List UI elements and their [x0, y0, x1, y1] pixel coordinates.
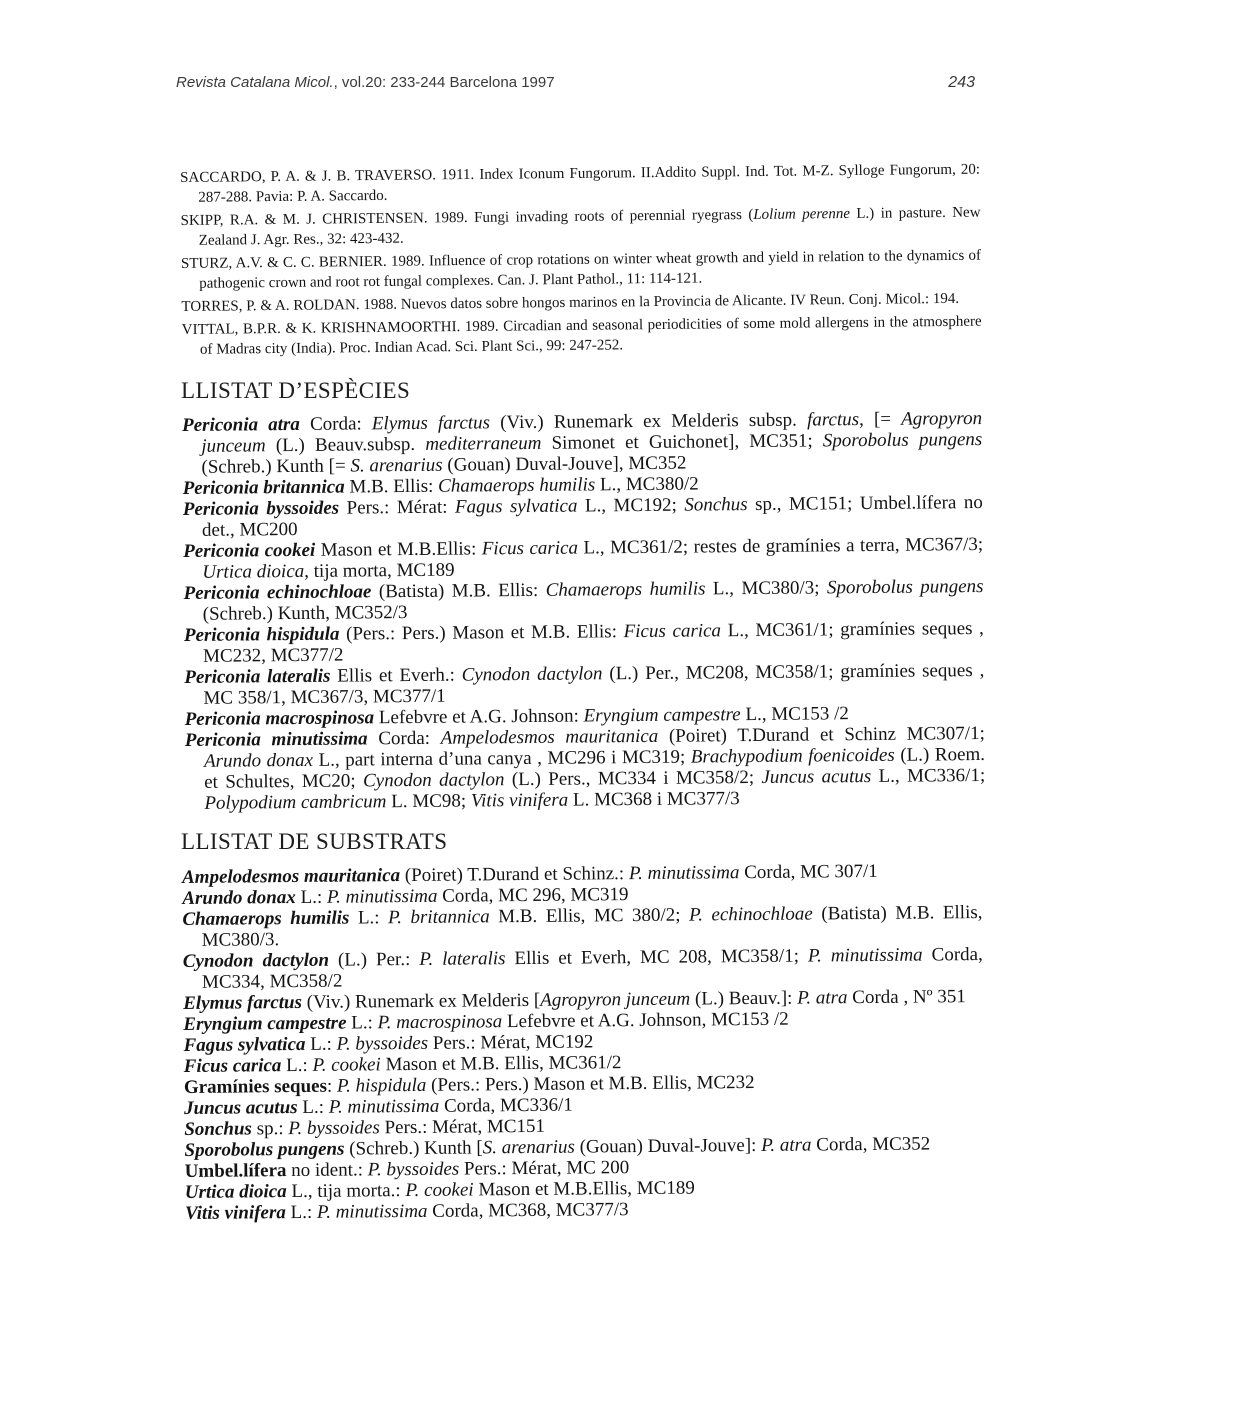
species-entry — [185, 723, 986, 814]
entry-text: sp., MC151; Umbel.lífera no det., MC200 — [201, 492, 983, 541]
italic-name: Sporobolus pungens — [822, 429, 983, 452]
taxon-name: Periconia cookei — [183, 539, 316, 562]
species-list — [182, 408, 985, 814]
entry-text: Corda , Nº 351 — [847, 986, 966, 1009]
running-header — [176, 74, 981, 91]
reference-list — [180, 160, 982, 363]
entry-text: L., tija morta.: — [286, 1180, 406, 1203]
substrate-entry — [182, 902, 982, 951]
italic-name: P. atra — [797, 987, 848, 1009]
italic-name: P. cookei — [405, 1179, 474, 1202]
substrate-name: Umbel.lífera — [184, 1160, 287, 1182]
italic-name: Polypodium cambricum — [204, 791, 387, 814]
entry-text: L., MC153 /2 — [740, 703, 849, 726]
entry-text: (Viv.) Runemark ex Melderis [ — [301, 989, 541, 1013]
italic-name: Arundo donax — [203, 749, 314, 772]
substrate-entry — [183, 944, 983, 993]
entry-text: Corda, MC 296, MC319 — [437, 884, 629, 907]
taxon-name: Periconia echinochloae — [183, 581, 372, 604]
section-title-substrates: LLISTAT DE SUBSTRATS — [181, 829, 448, 854]
substrates-list — [182, 860, 985, 1224]
italic-name: Fagus sylvatica — [454, 495, 578, 518]
italic-name: P. lateralis — [419, 948, 506, 970]
species-entry — [183, 492, 983, 541]
reference-item: VITTAL, B.P.R. & K. KRISHNAMOORTHI. 1989. Circadian and seasonal periodicities of some mold allergens in the atmosphere of Madras city (India). Proc. Indian Acad. Sci. Plant Sci., 99: 247-252. — [181, 313, 982, 358]
entry-text: Corda: — [299, 413, 372, 435]
entry-text: Corda, MC334, MC358/2 — [201, 944, 983, 993]
italic-name: Eryngium campestre — [583, 704, 741, 727]
entry-text: (L.) Beauv.subsp. — [265, 433, 426, 457]
taxon-name: Periconia byssoides — [182, 497, 340, 520]
italic-name: farctus — [806, 409, 860, 431]
species-entry — [183, 534, 983, 583]
entry-text: L.: — [297, 1096, 329, 1118]
italic-name: Agropyron junceum — [201, 408, 983, 457]
entry-text: (Pers.: Pers.) Mason et M.B. Ellis, MC232 — [426, 1072, 755, 1096]
entry-text: (L.) Roem. et Schultes, MC20; — [204, 744, 986, 793]
section-title-species: LLISTAT D’ESPÈCIES — [181, 378, 411, 403]
entry-text: M.B. Ellis, MC 380/2; — [489, 904, 690, 928]
entry-text: (Batista) M.B. Ellis, MC380/3. — [201, 902, 983, 951]
journal-name: Revista Catalana Micol. — [176, 74, 334, 91]
italic-name: Chamaerops humilis — [545, 578, 706, 601]
italic-name: P. minutissima — [628, 862, 740, 885]
entry-text: L.: — [349, 907, 389, 929]
reference-item: SACCARDO, P. A. & J. B. TRAVERSO. 1911. Index Iconum Fungorum. II.Addito Suppl. Ind. Tot. M-Z. Sylloge Fungorum, 20: 287-288. Pavia: P. A. Saccardo. — [180, 161, 981, 206]
reference-item: SKIPP, R.A. & M. J. CHRISTENSEN. 1989. Fungi invading roots of perennial ryegrass (Lolium perenne L.) in pasture. New Zealand J. Agr. Res., 32: 423-432. — [180, 204, 981, 249]
entry-text: L. MC98; — [386, 790, 471, 813]
entry-text: Pers.: Mérat: — [339, 496, 456, 519]
taxon-name: Periconia lateralis — [184, 665, 331, 688]
entry-text: Corda, MC368, MC377/3 — [427, 1199, 629, 1222]
italic-name: P. atra — [761, 1134, 812, 1156]
journal-citation: , vol.20: 233-244 Barcelona 1997 — [333, 74, 555, 91]
entry-text: (Poiret) T.Durand et Schinz MC307/1; — [658, 723, 985, 747]
entry-text: (Schreb.) Kunth [= — [201, 455, 351, 478]
taxon-name: Sonchus — [184, 1118, 252, 1140]
entry-text: (Schreb.) Kunth, MC352/3 — [202, 602, 408, 625]
taxon-name: Elymus farctus — [183, 991, 303, 1014]
entry-text: L., MC336/1; — [871, 765, 986, 787]
taxon-name: Urtica dioica — [184, 1181, 287, 1203]
reference-item: STURZ, A.V. & C. C. BERNIER. 1989. Influence of crop rotations on winter wheat growth and yield in relation to the dynamics of pathogenic crown and root rot fungal complexes. Can. J. Plant Pathol., 11: 114-121. — [180, 247, 982, 292]
taxon-name: Eryngium campestre — [183, 1012, 347, 1035]
italic-name: Chamaerops humilis — [438, 474, 596, 497]
taxon-name: Periconia atra — [182, 413, 300, 436]
italic-name: P. macrospinosa — [377, 1011, 503, 1034]
entry-text: (Gouan) Duval-Jouve], MC352 — [442, 452, 687, 476]
entry-text: (Pers.: Pers.) Mason et M.B. Ellis: — [339, 621, 624, 645]
italic-name: S. arenarius — [350, 454, 443, 477]
entry-text: no ident.: — [286, 1159, 368, 1182]
taxon-name: Fagus sylvatica — [183, 1033, 306, 1056]
taxon-name: Ampelodesmos mauritanica — [182, 865, 401, 888]
entry-text: L., MC380/3; — [705, 577, 828, 600]
species-entry — [182, 408, 983, 478]
italic-name: P. byssoides — [336, 1032, 429, 1055]
taxon-name: Juncus acutus — [184, 1097, 298, 1119]
species-entry — [183, 576, 983, 625]
entry-text: L., MC380/2 — [595, 473, 699, 496]
italic-name: P. hispidula — [336, 1074, 427, 1097]
entry-text: Corda, MC336/1 — [439, 1094, 573, 1117]
entry-text: Pers.: Mérat, MC151 — [379, 1115, 546, 1139]
italic-name: P. britannica — [387, 906, 490, 929]
substrate-name: Gramínies seques — [183, 1075, 328, 1098]
taxon-name: Chamaerops humilis — [182, 907, 350, 930]
italic-name: P. byssoides — [367, 1158, 460, 1181]
italic-name: P. minutissima — [326, 885, 438, 908]
italic-name: P. minutissima — [807, 944, 923, 967]
italic-name: P. byssoides — [288, 1117, 380, 1140]
entry-text: : — [326, 1075, 338, 1097]
entry-text: (Poiret) T.Durand et Schinz.: — [399, 863, 629, 887]
entry-text: (Batista) M.B. Ellis: — [371, 579, 546, 603]
italic-name: Cynodon dactylon — [461, 663, 603, 686]
taxon-name: Ficus carica — [183, 1055, 282, 1077]
italic-name: Urtica dioica — [202, 560, 305, 583]
italic-name: Agropyron junceum — [540, 988, 691, 1011]
entry-text: Corda, MC352 — [811, 1133, 931, 1156]
taxon-name: Periconia hispidula — [183, 623, 340, 646]
italic-name: Brachypodium foenicoides — [690, 744, 895, 768]
italic-name: P. minutissima — [328, 1095, 440, 1118]
italic-name: Cynodon dactylon — [362, 769, 505, 792]
entry-text: (L.) Per.: — [328, 948, 420, 971]
entry-text: (Viv.) Runemark ex Melderis subsp. — [489, 409, 808, 434]
entry-text: Pers.: Mérat, MC 200 — [459, 1157, 630, 1180]
italic-name: S. arenarius — [482, 1136, 575, 1159]
entry-text: Pers.: Mérat, MC192 — [428, 1031, 594, 1054]
entry-text: (Schreb.) Kunth [ — [344, 1137, 483, 1160]
entry-text: Lefebvre et A.G. Johnson, MC153 /2 — [502, 1008, 789, 1033]
entry-text: L.: — [295, 886, 328, 909]
entry-text: Ellis et Everh, MC 208, MC358/1; — [505, 945, 809, 970]
entry-text: L., part interna d’una canya , MC296 i MC319; — [312, 746, 691, 771]
entry-text: L. MC368 i MC377/3 — [568, 788, 740, 811]
italic-name: P. echinochloae — [688, 903, 813, 926]
italic-name: Sporobolus pungens — [826, 576, 984, 599]
species-entry — [184, 618, 984, 667]
entry-text: (Gouan) Duval-Jouve]: — [574, 1134, 762, 1158]
entry-text: (L.) Pers., MC334 i MC358/2; — [504, 766, 762, 791]
entry-text: Mason et M.B.Ellis, MC189 — [473, 1177, 695, 1201]
entry-text: L.: — [281, 1054, 313, 1077]
reference-item: TORRES, P. & A. ROLDAN. 1988. Nuevos datos sobre hongos marinos en la Provincia de Alicante. IV Reun. Conj. Micol.: 194. — [181, 290, 960, 315]
taxon-name: Vitis vinifera — [184, 1202, 286, 1224]
italic-name: mediterraneum — [425, 432, 542, 455]
entry-text: (L.) Per., MC208, MC358/1; gramínies seques , MC 358/1, MC367/3, MC377/1 — [203, 660, 985, 709]
taxon-name: Periconia minutissima — [184, 728, 368, 751]
italic-name: Vitis vinifera — [470, 789, 569, 812]
entry-text: L., MC361/1; gramínies seques , MC232, MC377/2 — [203, 618, 984, 667]
entry-text: L., MC192; — [577, 494, 685, 517]
italic-name: P. minutissima — [316, 1200, 428, 1223]
entry-text: Mason et M.B. Ellis, MC361/2 — [380, 1052, 622, 1076]
taxon-name: Periconia macrospinosa — [184, 707, 375, 730]
entry-text: L., MC361/2; restes de gramínies a terra, MC367/3; — [577, 534, 984, 559]
italic-name: Sonchus — [684, 494, 748, 516]
italic-name: Ficus carica — [481, 537, 579, 560]
entry-text: , [= — [859, 408, 902, 431]
taxon-name: Arundo donax — [182, 887, 296, 909]
species-entry — [184, 660, 984, 709]
taxon-name: Cynodon dactylon — [182, 949, 330, 972]
entry-text: Corda, MC 307/1 — [739, 860, 878, 884]
entry-text: Mason et M.B.Ellis: — [315, 538, 482, 561]
page-number: 243 — [948, 74, 975, 91]
italic-name: P. cookei — [312, 1054, 381, 1076]
entry-text: L.: — [305, 1033, 337, 1055]
entry-text: , tija morta, MC189 — [304, 559, 455, 582]
entry-text: M.B. Ellis: — [344, 475, 439, 498]
taxon-name: Sporobolus pungens — [184, 1138, 345, 1161]
italic-name: Juncus acutus — [761, 765, 872, 788]
italic-name: Ficus carica — [623, 620, 722, 643]
entry-text: L.: — [285, 1201, 318, 1224]
italic-name: Ampelodesmos mauritanica — [440, 725, 659, 749]
entry-text: L.: — [346, 1012, 378, 1034]
entry-text: sp.: — [251, 1118, 289, 1140]
entry-text: Simonet et Guichonet], MC351; — [541, 430, 823, 454]
italic-name: Elymus farctus — [371, 412, 491, 435]
taxon-name: Periconia britannica — [182, 476, 345, 499]
entry-text: Lefebvre et A.G. Johnson: — [374, 705, 584, 729]
entry-text: (L.) Beauv.]: — [690, 987, 798, 1010]
entry-text: Corda: — [367, 727, 441, 750]
entry-text: Ellis et Everh.: — [330, 664, 462, 687]
